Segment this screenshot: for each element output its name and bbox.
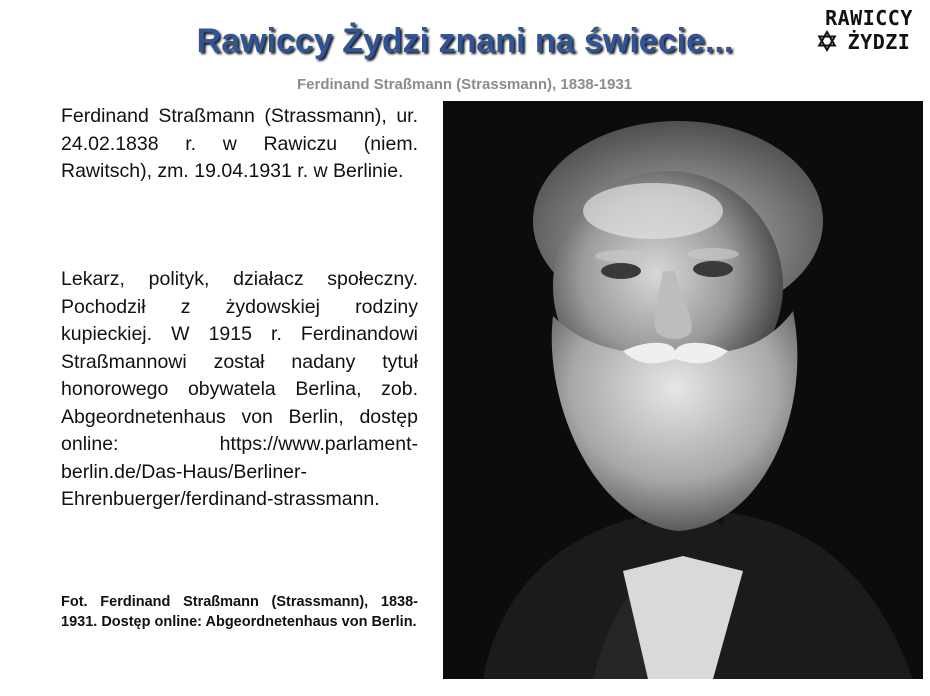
photo-caption: Fot. Ferdinand Straßmann (Strassmann), 1838-1931. Dostęp online: Abgeordnetenhaus von Berlin.: [61, 594, 418, 630]
paragraph-career: Lekarz, polityk, działacz społeczny. Pochodził z żydowskiej rodziny kupieckiej. W 1915 r. Ferdinandowi Straßmannowi został nadany tytuł honorowego obywatela Berlina, zob. Abgeordnetenhaus von Berlin, dostęp online: https://www.parlament-berlin.de/Das-Haus/Berliner-Ehrenbuerger/ferdinand-strassmann.: [61, 268, 418, 510]
page-subtitle: Ferdinand Straßmann (Strassmann), 1838-1931: [297, 76, 633, 93]
logo-text-line2: ŻYDZI: [847, 30, 911, 54]
paragraph-birth-death: Ferdinand Straßmann (Strassmann), ur. 24.02.1838 r. w Rawiczu (niem. Rawitsch), zm. 19.04.1931 r. w Berlinie.: [61, 105, 418, 182]
star-of-david-icon: [819, 32, 835, 50]
portrait-illustration: [443, 101, 923, 679]
rawiccy-zydzi-logo: [813, 4, 925, 54]
biography-description: [61, 266, 418, 514]
biography-dates: [61, 103, 418, 186]
page-title: Rawiccy Żydzi znani na świecie...: [196, 22, 734, 60]
portrait-photo: [443, 101, 923, 679]
logo-text-line1: RAWICCY: [825, 6, 913, 30]
